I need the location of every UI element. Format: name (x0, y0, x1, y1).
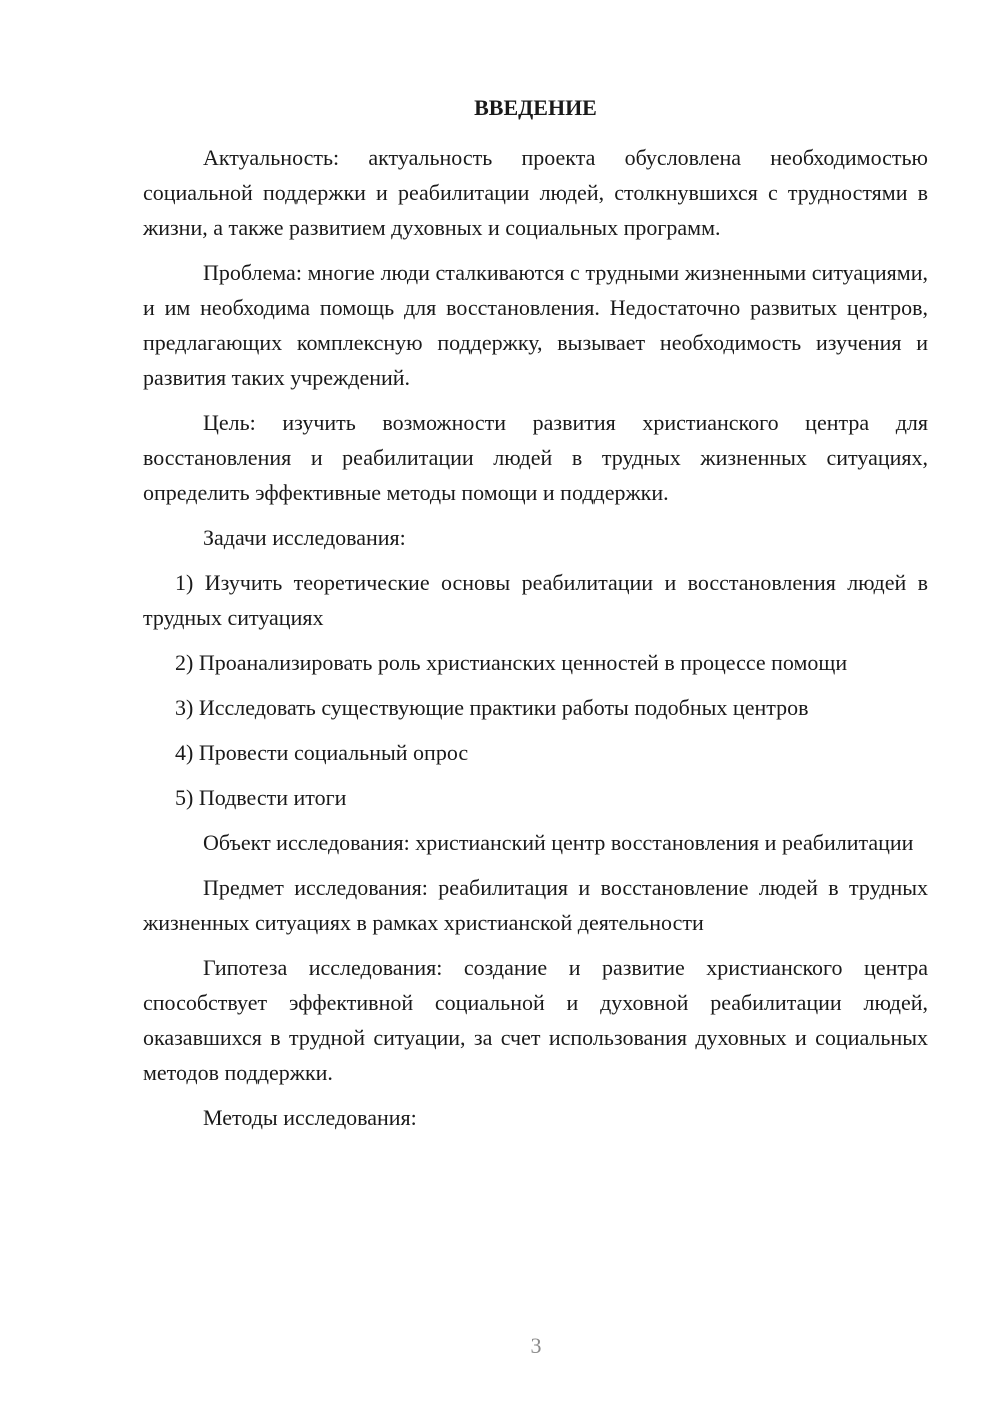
task-item-2: 2) Проанализировать роль христианских ценностей в процессе помощи (175, 650, 848, 675)
document-page (143, 90, 928, 1145)
tasks-heading: Задачи исследования: (203, 525, 406, 550)
task-item-3: 3) Исследовать существующие практики работы подобных центров (175, 695, 809, 720)
object-paragraph: Объект исследования: христианский центр восстановления и реабилитации (203, 830, 914, 855)
page-number: 3 (530, 1333, 542, 1358)
task-item-5: 5) Подвести итоги (175, 785, 347, 810)
methods-heading: Методы исследования: (203, 1105, 417, 1130)
relevance-paragraph: Актуальность: актуальность проекта обусловлена необходимостью социальной поддержки и реабилитации людей, столкнувшихся с трудностями в жизни, а также развитием духовных и социальных программ. (143, 145, 928, 240)
subject-paragraph: Предмет исследования: реабилитация и восстановление людей в трудных жизненных ситуациях в рамках христианской деятельности (143, 875, 928, 935)
goal-paragraph: Цель: изучить возможности развития христианского центра для восстановления и реабилитации людей в трудных жизненных ситуациях, определить эффективные методы помощи и поддержки. (143, 410, 928, 505)
task-item-1: 1) Изучить теоретические основы реабилитации и восстановления людей в трудных ситуациях (143, 570, 928, 630)
hypothesis-paragraph: Гипотеза исследования: создание и развитие христианского центра способствует эффективной социальной и духовной реабилитации людей, оказавшихся в трудной ситуации, за счет использования духовных и социальных методов поддержки. (143, 955, 928, 1085)
page-title: ВВЕДЕНИЕ (474, 95, 597, 120)
problem-paragraph: Проблема: многие люди сталкиваются с трудными жизненными ситуациями, и им необходима помощь для восстановления. Недостаточно развитых центров, предлагающих комплексную поддержку, вызывает необходимость изучения и развития таких учреждений. (143, 260, 928, 390)
task-item-4: 4) Провести социальный опрос (175, 740, 469, 765)
